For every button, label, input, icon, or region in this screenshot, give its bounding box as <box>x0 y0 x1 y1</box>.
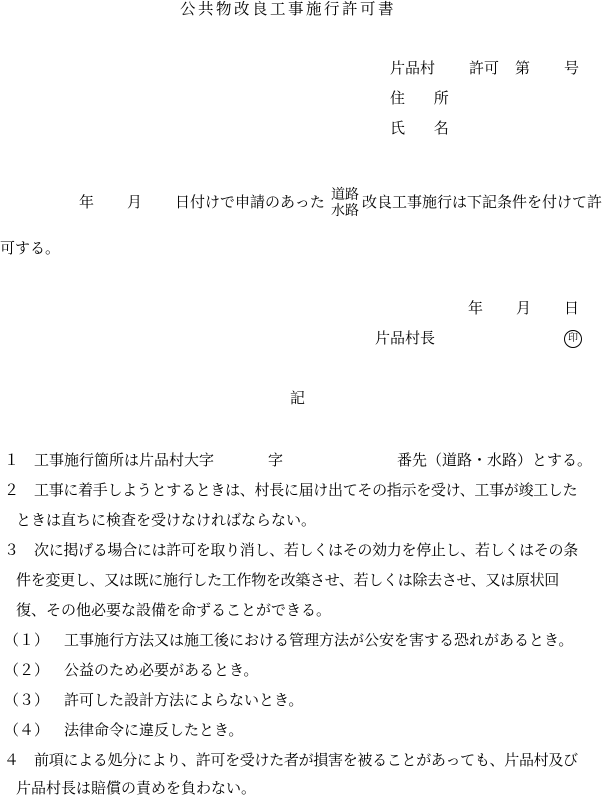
date-month: 月 <box>516 299 532 317</box>
date-year: 年 <box>468 299 484 317</box>
item-4-number: ４ <box>4 751 20 769</box>
road-water-stack <box>331 187 359 219</box>
subitem-2-text: 公益のため必要があるとき。 <box>64 661 259 679</box>
header-address: 住 所 <box>390 89 461 107</box>
body-day-text: 日付けで申請のあった <box>175 193 325 211</box>
ki-heading: 記 <box>290 389 306 407</box>
item-1-aza: 字 <box>268 451 284 469</box>
item-3-line2: 件を変更し、又は既に施行した工作物を改築させ、若しくは除去させ、又は原状回 <box>16 571 560 589</box>
date-day: 日 <box>564 299 580 317</box>
stack-road: 道路 <box>331 187 359 203</box>
item-2-number: ２ <box>4 481 20 499</box>
subitem-3-number: （３） <box>4 691 50 709</box>
item-2-line1: 工事に着手しようとするときは、村長に届け出てその指示を受け、工事が竣工した <box>34 481 578 499</box>
body-after-stack: 改良工事施行は下記条件を付けて許 <box>362 193 603 211</box>
item-1-number: １ <box>4 451 20 469</box>
item-3-number: ３ <box>4 541 20 559</box>
header-kyoka: 許可 <box>469 59 500 77</box>
item-4-line1: 前項による処分により、許可を受けた者が損害を被ることがあっても、片品村及び <box>34 751 578 769</box>
subitem-1-text: 工事施行方法又は施工後における管理方法が公安を害する恐れがあるとき。 <box>64 631 574 649</box>
item-1-tail: 番先（道路・水路）とする。 <box>397 451 593 469</box>
item-3-line1: 次に掲げる場合には許可を取り消し、若しくはその効力を停止し、若しくはその条 <box>34 541 578 559</box>
body-month: 月 <box>127 193 143 211</box>
stack-water: 水路 <box>331 203 359 219</box>
body-line2: 可する。 <box>0 239 61 257</box>
header-village: 片品村 <box>390 59 436 77</box>
subitem-1-number: （１） <box>4 631 50 649</box>
item-2-line2: ときは直ちに検査を受けなければならない。 <box>16 511 317 529</box>
subitem-3-text: 許可した設計方法によらないとき。 <box>64 691 304 709</box>
mayor-title: 片品村長 <box>375 329 436 347</box>
item-4-line2: 片品村長は賠償の責めを負わない。 <box>16 779 257 797</box>
body-year: 年 <box>79 193 95 211</box>
item-3-line3: 復、その他必要な設備を命ずることができる。 <box>16 601 332 619</box>
seal-mark: 印 <box>564 330 582 348</box>
subitem-4-number: （４） <box>4 721 50 739</box>
item-1-text: 工事施行箇所は片品村大字 <box>34 451 215 469</box>
subitem-4-text: 法律命令に違反したとき。 <box>64 721 244 739</box>
document-title: 公共物改良工事施行許可書 <box>180 0 397 18</box>
subitem-2-number: （２） <box>4 661 50 679</box>
header-go: 号 <box>564 59 580 77</box>
header-name: 氏 名 <box>390 119 461 137</box>
header-dai: 第 <box>515 59 531 77</box>
